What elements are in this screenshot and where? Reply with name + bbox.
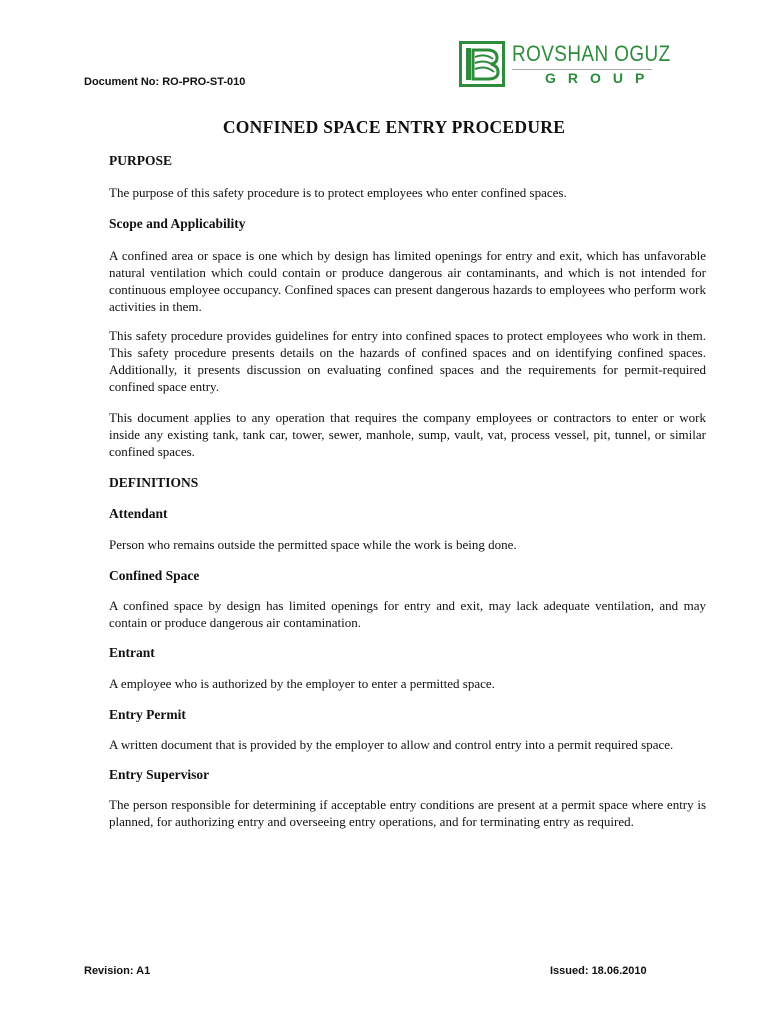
paragraph-confined-space: A confined space by design has limited openings for entry and exit, may lack adequate ventilation, and may contain or produce dangerous air contamination. <box>109 598 706 630</box>
heading-definitions: DEFINITIONS <box>109 475 199 490</box>
paragraph-entry-supervisor: The person responsible for determining if acceptable entry conditions are present at a permit space where entry is planned, for authorizing entry and overseeing entry operations, and for terminating entry as required. <box>109 797 706 829</box>
heading-scope: Scope and Applicability <box>109 216 246 231</box>
heading-confined-space: Confined Space <box>109 568 200 583</box>
paragraph-purpose: The purpose of this safety procedure is to protect employees who enter confined spaces. <box>109 185 567 200</box>
heading-entry-permit: Entry Permit <box>109 707 186 722</box>
logo-group-word: GROUP <box>545 70 657 86</box>
footer-issued-date: Issued: 18.06.2010 <box>550 965 647 977</box>
logo-mark-icon <box>459 41 505 87</box>
heading-entrant: Entrant <box>109 645 155 660</box>
paragraph-scope-2: This safety procedure provides guidelines for entry into confined spaces to protect employees who work in them. This safety procedure presents details on the hazards of confined spaces and on identifying confined spaces. Additionally, it presents discussion on evaluating confined spaces and the requirements for permit-required confined space entry. <box>109 328 706 394</box>
paragraph-scope-1: A confined area or space is one which by design has limited openings for entry and exit, which has unfavorable natural ventilation which could contain or produce dangerous air contaminants, and which is not intended for continuous employee occupancy. Confined spaces can present dangerous hazards to employees who perform work activities in them. <box>109 248 706 314</box>
company-logo <box>459 41 689 91</box>
paragraph-entry-permit: A written document that is provided by the employer to allow and control entry into a permit required space. <box>109 737 674 752</box>
document-body <box>109 152 706 830</box>
logo-company-name: ROVSHAN OGUZ <box>512 41 671 66</box>
paragraph-attendant: Person who remains outside the permitted space while the work is being done. <box>109 537 517 552</box>
document-number: Document No: RO-PRO-ST-010 <box>84 76 246 88</box>
paragraph-entrant: A employee who is authorized by the employer to enter a permitted space. <box>109 676 495 691</box>
heading-attendant: Attendant <box>109 506 168 521</box>
footer-revision: Revision: A1 <box>84 965 151 977</box>
heading-purpose: PURPOSE <box>109 153 173 168</box>
heading-entry-supervisor: Entry Supervisor <box>109 767 210 782</box>
document-title: CONFINED SPACE ENTRY PROCEDURE <box>222 117 566 137</box>
paragraph-scope-3: This document applies to any operation that requires the company employees or contractors to enter or work inside any existing tank, tank car, tower, sewer, manhole, sump, vault, vat, process vessel, pit, tunnel, or similar confined spaces. <box>109 410 706 459</box>
